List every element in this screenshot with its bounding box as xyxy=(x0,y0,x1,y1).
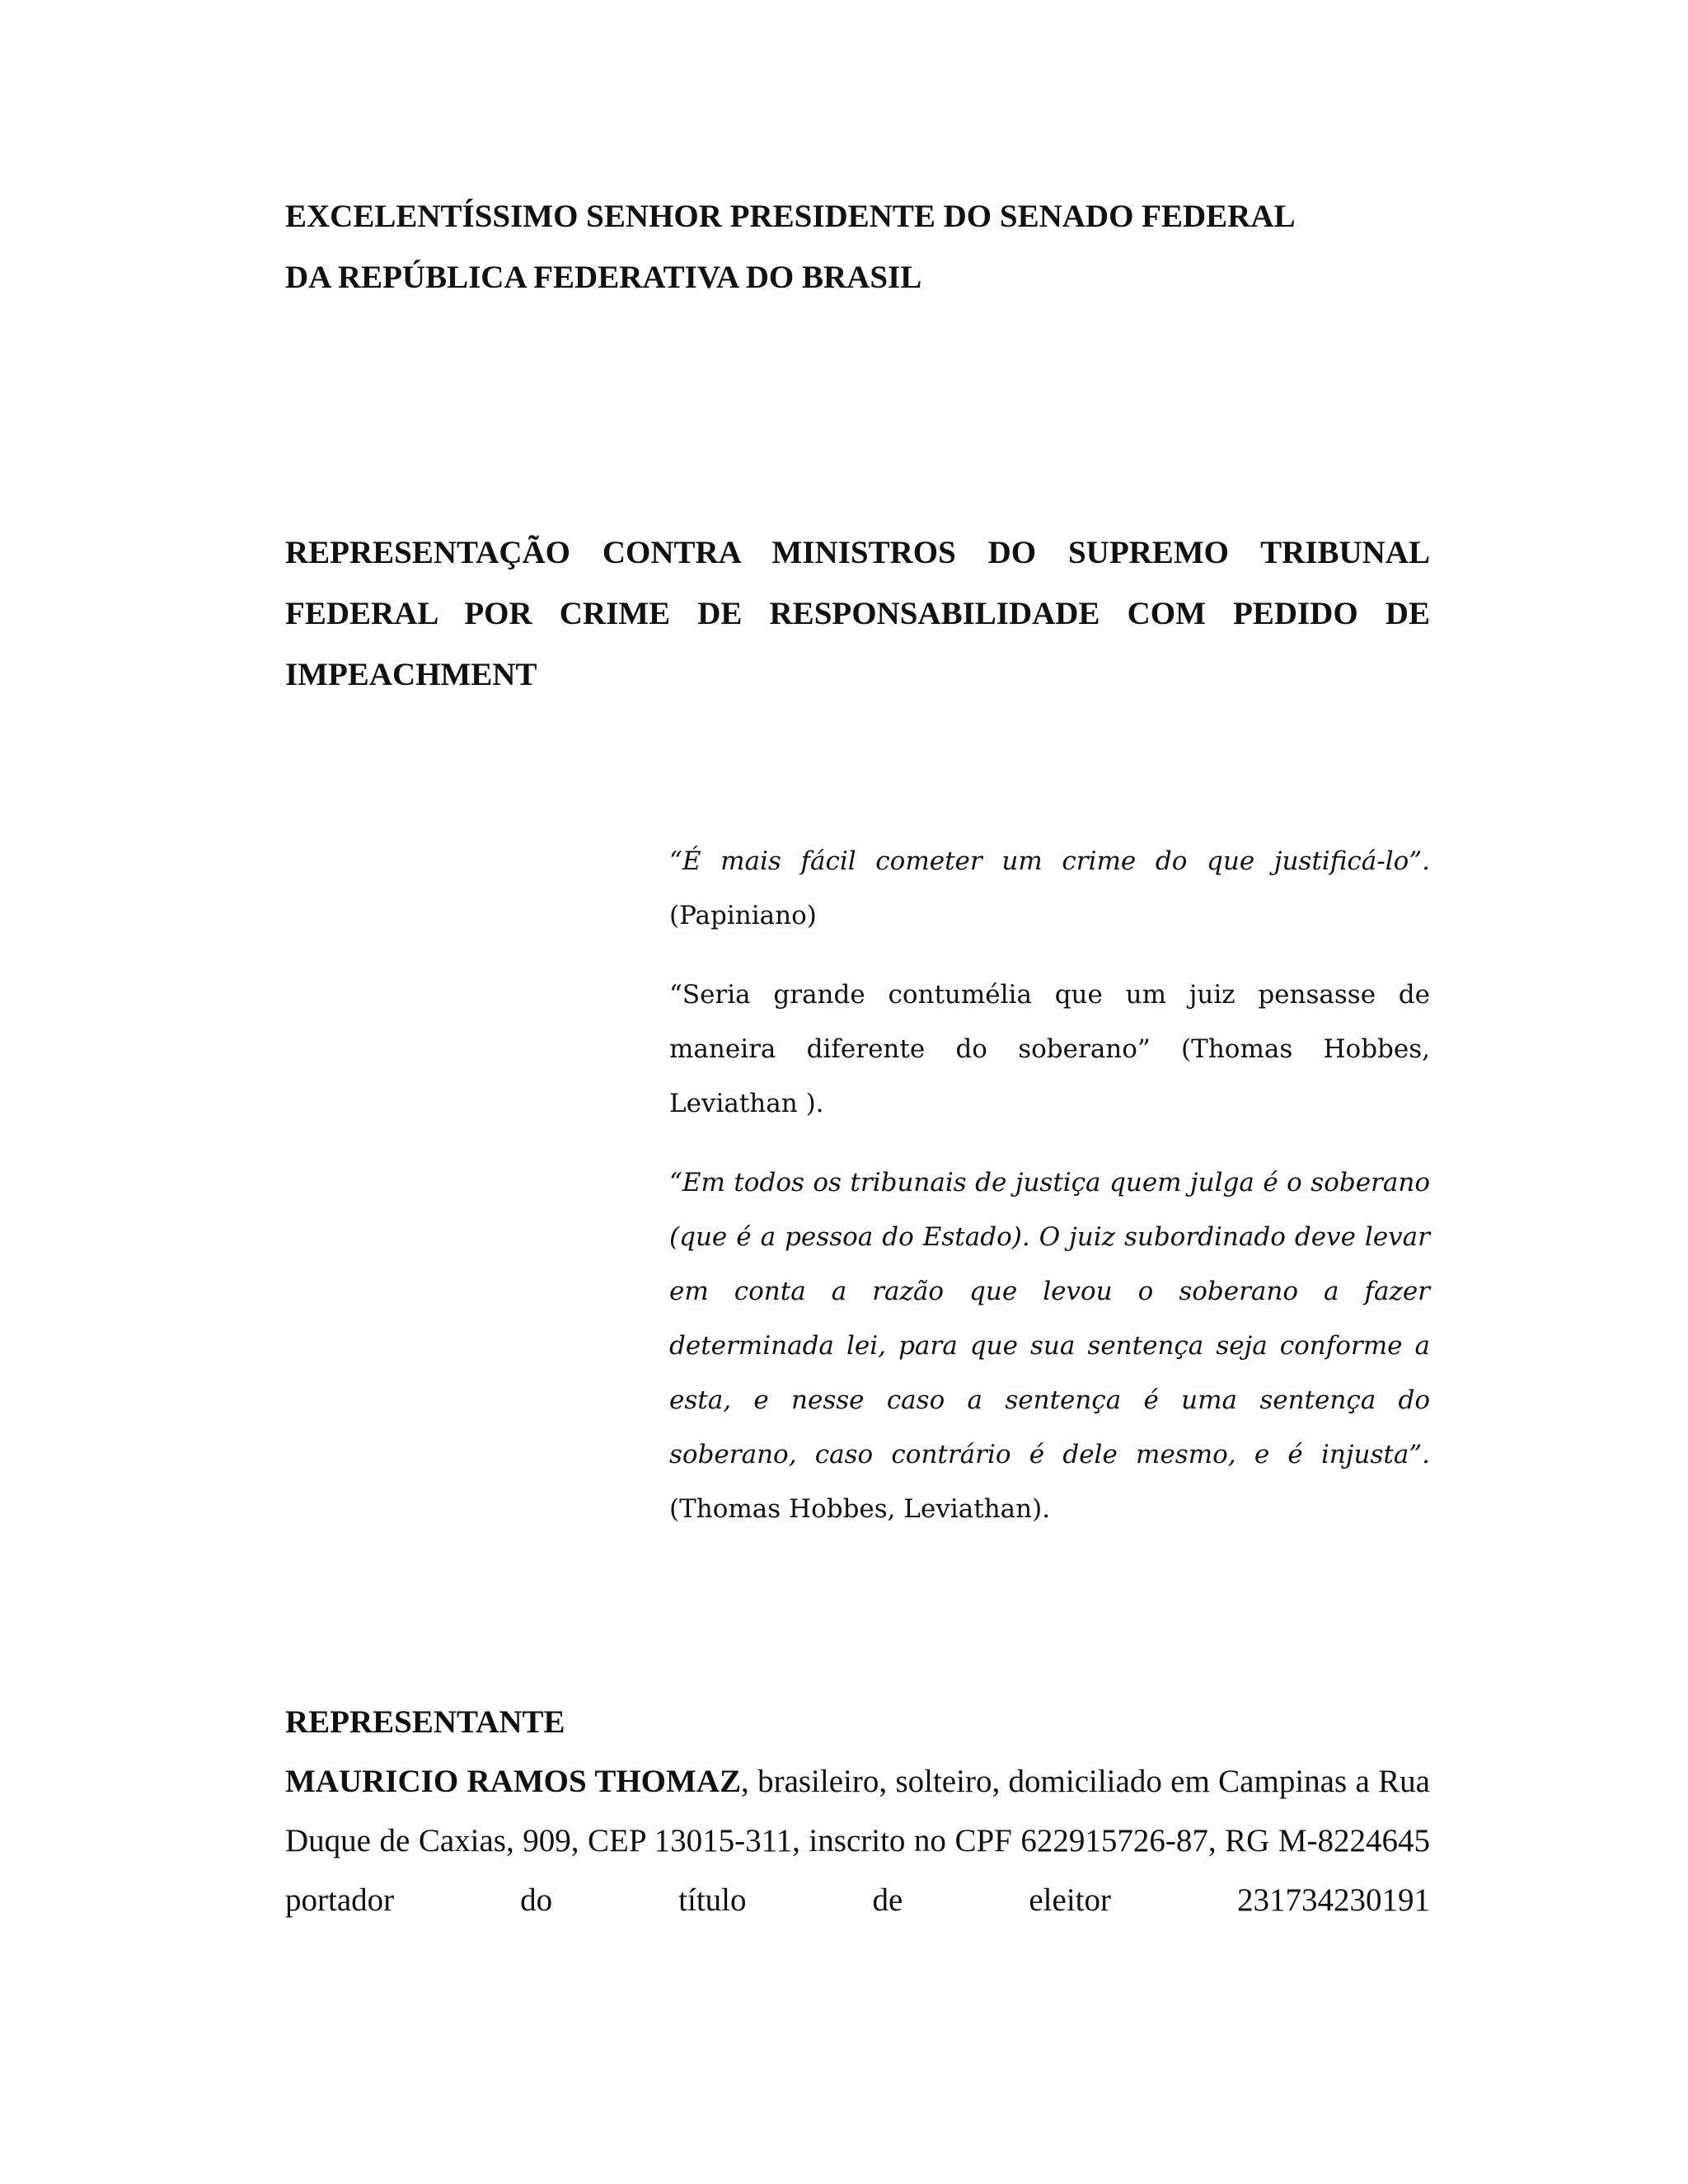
representative-name: MAURICIO RAMOS THOMAZ xyxy=(285,1764,741,1799)
epigraphs xyxy=(669,834,1430,1561)
epigraph-hobbes-1 xyxy=(669,968,1430,1131)
addressee-line-2: DA REPÚBLICA FEDERATIVA DO BRASIL xyxy=(285,260,922,295)
addressee-heading xyxy=(285,186,1430,308)
representative-details-text: , brasileiro, solteiro, domiciliado em Campinas a Rua Duque de Caxias, 909, CEP 13015-311, inscrito no CPF 622915726-87, RG M-8224645 portador do título de eleitor 231734230191 xyxy=(285,1764,1430,1918)
addressee-line-1: EXCELENTÍSSIMO SENHOR PRESIDENTE DO SENADO FEDERAL xyxy=(285,199,1296,234)
epigraph-attribution: (Thomas Hobbes, Leviathan ). xyxy=(669,1034,1431,1118)
epigraph-quote: “Em todos os tribunais de justiça quem julga é o soberano (que é a pessoa do Estado). O juiz subordinado deve levar em conta a razão que levou o soberano a fazer determinada lei, para que sua sentença seja conforme a esta, e nesse caso a sentença é uma sentença do soberano, caso contrário é dele mesmo, e é injusta”. xyxy=(669,1168,1430,1469)
representative-heading: REPRESENTANTE xyxy=(285,1704,565,1740)
epigraph-attribution: (Papiniano) xyxy=(669,901,817,930)
epigraph-quote: “Seria grande contumélia que um juiz pensasse de maneira diferente do soberano” xyxy=(669,980,1430,1064)
epigraph-attribution: (Thomas Hobbes, Leviathan). xyxy=(669,1494,1051,1524)
epigraph-quote: “É mais fácil cometer um crime do que justificá-lo”. xyxy=(669,846,1430,876)
document-title: REPRESENTAÇÃO CONTRA MINISTROS DO SUPREMO TRIBUNAL FEDERAL POR CRIME DE RESPONSABILIDADE COM PEDIDO DE IMPEACHMENT xyxy=(285,535,1430,692)
representative-details xyxy=(285,1752,1430,1930)
representative-section xyxy=(285,1693,1430,1930)
epigraph-hobbes-2 xyxy=(669,1155,1430,1536)
epigraph-papiniano xyxy=(669,834,1430,943)
